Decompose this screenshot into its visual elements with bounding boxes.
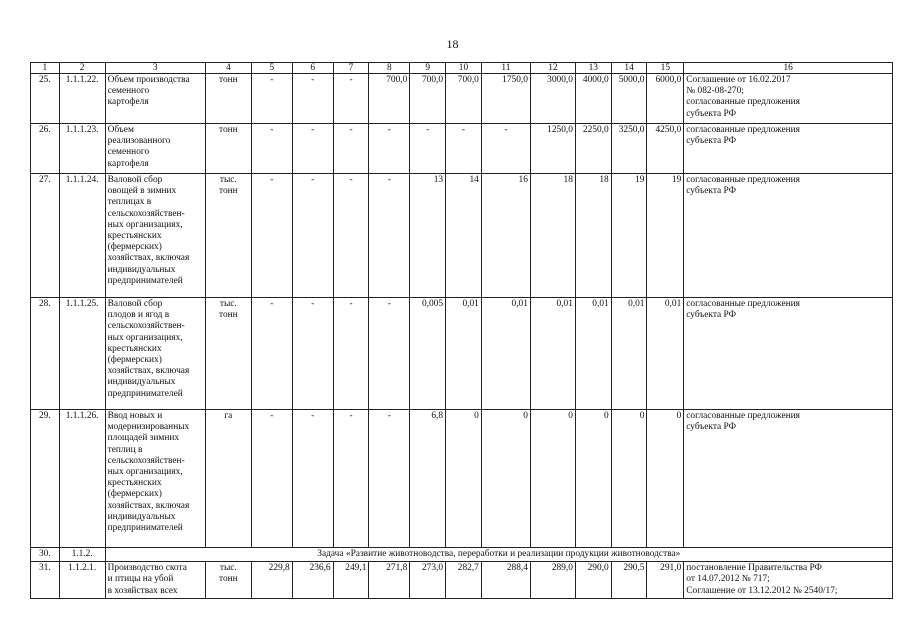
indicator-name: Объем реализованного семенного картофеля: [105, 124, 205, 174]
column-header: 11: [481, 63, 530, 74]
table-row: [31, 124, 893, 174]
value-cell: 0: [647, 410, 684, 548]
row-code: 1.1.2.1.: [59, 562, 105, 599]
value-cell: -: [369, 298, 410, 410]
value-cell: 14: [446, 174, 482, 298]
task-title: Задача «Развитие животноводства, переработки и реализации продукции животноводства»: [105, 548, 892, 562]
value-cell: 0,01: [530, 298, 575, 410]
value-cell: 289,0: [530, 562, 575, 599]
row-number: 27.: [31, 174, 60, 298]
value-cell: 18: [530, 174, 575, 298]
row-code: 1.1.1.22.: [59, 74, 105, 124]
value-cell: -: [369, 174, 410, 298]
source-cell: согласованные предложения субъекта РФ: [684, 174, 893, 298]
indicator-name: Объем производства семенного картофеля: [105, 74, 205, 124]
value-cell: -: [369, 410, 410, 548]
value-cell: -: [410, 124, 446, 174]
task-row: [31, 548, 893, 562]
value-cell: 0,01: [575, 298, 611, 410]
column-header: 14: [611, 63, 647, 74]
unit: га: [205, 410, 251, 548]
value-cell: -: [333, 124, 369, 174]
value-cell: 4250,0: [647, 124, 684, 174]
value-cell: 236,6: [292, 562, 333, 599]
source-cell: согласованные предложения субъекта РФ: [684, 298, 893, 410]
row-number: 29.: [31, 410, 60, 548]
source-cell: Соглашение от 16.02.2017 № 082-08-270; согласованные предложения субъекта РФ: [684, 74, 893, 124]
value-cell: 0,005: [410, 298, 446, 410]
value-cell: 6,8: [410, 410, 446, 548]
column-header: 3: [105, 63, 205, 74]
column-header: 1: [31, 63, 60, 74]
table-row: [31, 174, 893, 298]
value-cell: 3000,0: [530, 74, 575, 124]
value-cell: 1750,0: [481, 74, 530, 124]
indicator-name: Валовой сбор овощей в зимних теплицах в сельскохозяйствен- ных организациях, крестьянских (фермерских) хозяйствах, включая индивидуальных предпринимателей: [105, 174, 205, 298]
value-cell: 4000,0: [575, 74, 611, 124]
value-cell: 273,0: [410, 562, 446, 599]
unit: тыс. тонн: [205, 562, 251, 599]
column-header: 12: [530, 63, 575, 74]
row-number: 26.: [31, 124, 60, 174]
column-header: 15: [647, 63, 684, 74]
value-cell: -: [251, 174, 292, 298]
value-cell: 0: [446, 410, 482, 548]
column-number-row: [31, 63, 893, 74]
value-cell: 0: [575, 410, 611, 548]
value-cell: 0: [611, 410, 647, 548]
indicator-name: Ввод новых и модернизированных площадей зимних теплиц в сельскохозяйствен- ных организациях, крестьянских (фермерских) хозяйствах, включая индивидуальных предпринимателей: [105, 410, 205, 548]
unit: тонн: [205, 124, 251, 174]
value-cell: 1250,0: [530, 124, 575, 174]
value-cell: -: [446, 124, 482, 174]
value-cell: 6000,0: [647, 74, 684, 124]
value-cell: 19: [647, 174, 684, 298]
value-cell: -: [333, 174, 369, 298]
row-number: 28.: [31, 298, 60, 410]
row-code: 1.1.1.23.: [59, 124, 105, 174]
indicator-name: Валовой сбор плодов и ягод в сельскохозяйствен- ных организациях, крестьянских (фермерских) хозяйствах, включая индивидуальных предпринимателей: [105, 298, 205, 410]
value-cell: -: [251, 74, 292, 124]
column-header: 5: [251, 63, 292, 74]
value-cell: 249,1: [333, 562, 369, 599]
value-cell: 700,0: [410, 74, 446, 124]
value-cell: 291,0: [647, 562, 684, 599]
value-cell: 5000,0: [611, 74, 647, 124]
row-number: 25.: [31, 74, 60, 124]
value-cell: 0: [481, 410, 530, 548]
value-cell: 0,01: [446, 298, 482, 410]
row-number: 31.: [31, 562, 60, 599]
value-cell: 282,7: [446, 562, 482, 599]
value-cell: -: [251, 410, 292, 548]
value-cell: 290,0: [575, 562, 611, 599]
column-header: 8: [369, 63, 410, 74]
value-cell: 0,01: [481, 298, 530, 410]
source-cell: согласованные предложения субъекта РФ: [684, 124, 893, 174]
value-cell: 229,8: [251, 562, 292, 599]
row-code: 1.1.1.24.: [59, 174, 105, 298]
value-cell: 0,01: [647, 298, 684, 410]
table-row: [31, 562, 893, 599]
value-cell: 18: [575, 174, 611, 298]
value-cell: 700,0: [446, 74, 482, 124]
source-cell: постановление Правительства РФ от 14.07.2012 № 717; Соглашение от 13.12.2012 № 2540/17;: [684, 562, 893, 599]
value-cell: 16: [481, 174, 530, 298]
row-number: 30.: [31, 548, 60, 562]
value-cell: -: [333, 74, 369, 124]
unit: тыс. тонн: [205, 174, 251, 298]
value-cell: -: [369, 124, 410, 174]
value-cell: 290,5: [611, 562, 647, 599]
value-cell: 0: [530, 410, 575, 548]
value-cell: -: [292, 124, 333, 174]
value-cell: -: [333, 298, 369, 410]
value-cell: -: [292, 410, 333, 548]
page-number: 18: [446, 37, 459, 51]
source-cell: согласованные предложения субъекта РФ: [684, 410, 893, 548]
column-header: 13: [575, 63, 611, 74]
indicator-name: Производство скота и птицы на убой в хозяйствах всех: [105, 562, 205, 599]
row-code: 1.1.1.25.: [59, 298, 105, 410]
table-row: [31, 298, 893, 410]
row-code: 1.1.1.26.: [59, 410, 105, 548]
value-cell: 700,0: [369, 74, 410, 124]
value-cell: -: [481, 124, 530, 174]
value-cell: -: [292, 298, 333, 410]
row-code: 1.1.2.: [59, 548, 105, 562]
value-cell: -: [333, 410, 369, 548]
value-cell: -: [292, 174, 333, 298]
value-cell: 2250,0: [575, 124, 611, 174]
table-row: [31, 410, 893, 548]
column-header: 6: [292, 63, 333, 74]
value-cell: 3250,0: [611, 124, 647, 174]
value-cell: -: [251, 298, 292, 410]
unit: тыс. тонн: [205, 298, 251, 410]
value-cell: 288,4: [481, 562, 530, 599]
value-cell: 0,01: [611, 298, 647, 410]
value-cell: -: [292, 74, 333, 124]
column-header: 2: [59, 63, 105, 74]
column-header: 16: [684, 63, 893, 74]
indicators-table: [30, 62, 893, 599]
value-cell: 13: [410, 174, 446, 298]
table-row: [31, 74, 893, 124]
unit: тонн: [205, 74, 251, 124]
column-header: 10: [446, 63, 482, 74]
column-header: 7: [333, 63, 369, 74]
value-cell: 271,8: [369, 562, 410, 599]
column-header: 4: [205, 63, 251, 74]
column-header: 9: [410, 63, 446, 74]
value-cell: 19: [611, 174, 647, 298]
value-cell: -: [251, 124, 292, 174]
